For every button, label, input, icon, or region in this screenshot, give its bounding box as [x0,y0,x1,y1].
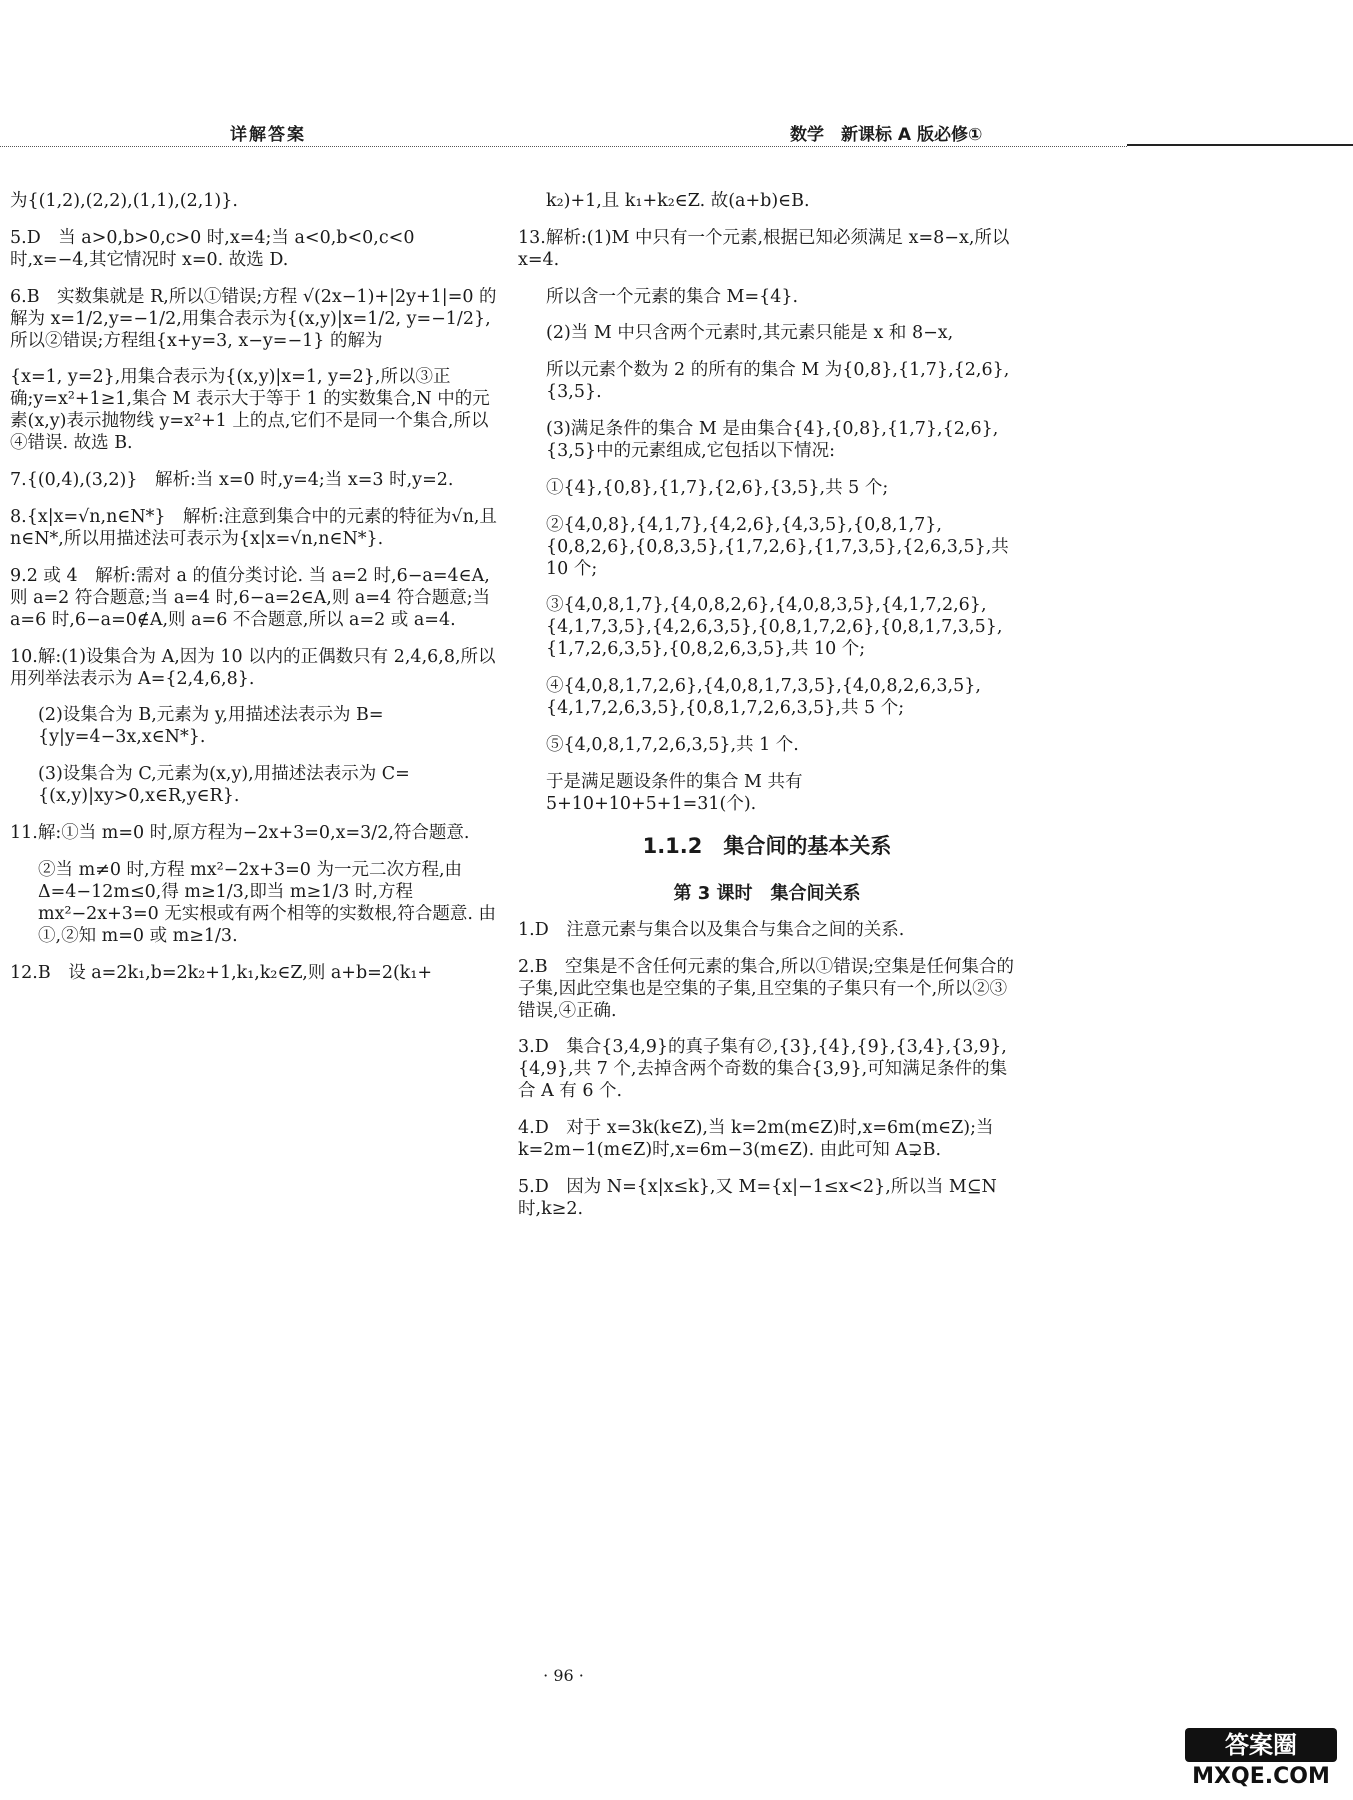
answer-paragraph: 3.D 集合{3,4,9}的真子集有∅,{3},{4},{9},{3,4},{3,9},{4,9},共 7 个,去掉含两个奇数的集合{3,9},可知满足条件的集合 A 有 6 个. [518,1037,1008,1102]
answer-paragraph: 所以元素个数为 2 的所有的集合 M 为{0,8},{1,7},{2,6},{3,5}. [546,360,1010,403]
answer-paragraph: 1.D 注意元素与集合以及集合与集合之间的关系. [518,919,905,940]
answer-paragraph: {x=1, y=2},用集合表示为{(x,y)|x=1, y=2},所以③正确;y=x²+1≥1,集合 M 表示大于等于 1 的实数集合,N 中的元素(x,y)表示抛物线 y=x²+1 上的点,它们不是同一个集合,所以④错误. 故选 B. [10,367,490,454]
answer-paragraph: ②{4,0,8},{4,1,7},{4,2,6},{4,3,5},{0,8,1,7},{0,8,2,6},{0,8,3,5},{1,7,2,6},{1,7,3,5},{2,6,3,5},共 10 个; [546,514,1009,579]
left-column [10,190,498,998]
answer-paragraph: ①{4},{0,8},{1,7},{2,6},{3,5},共 5 个; [546,477,889,498]
answer-paragraph: 11.解:①当 m=0 时,原方程为−2x+3=0,x=3/2,符合题意. [10,822,470,843]
answer-paragraph: (2)设集合为 B,元素为 y,用描述法表示为 B={y|y=4−3x,x∈N*}. [38,705,384,748]
answer-paragraph: 9.2 或 4 解析:需对 a 的值分类讨论. 当 a=2 时,6−a=4∈A,则 a=2 符合题意;当 a=4 时,6−a=2∈A,则 a=4 符合题意;当 a=6 时,6−a=0∉A,则 a=6 不合题意,所以 a=2 或 a=4. [10,565,491,630]
answer-paragraph: 13.解析:(1)M 中只有一个元素,根据已知必须满足 x=8−x,所以 x=4. [518,227,1010,270]
answer-paragraph: 4.D 对于 x=3k(k∈Z),当 k=2m(m∈Z)时,x=6m(m∈Z);当 k=2m−1(m∈Z)时,x=6m−3(m∈Z). 由此可知 A⊋B. [518,1118,994,1161]
answer-paragraph: 12.B 设 a=2k₁,b=2k₂+1,k₁,k₂∈Z,则 a+b=2(k₁+ [10,962,433,983]
answer-paragraph: k₂)+1,且 k₁+k₂∈Z. 故(a+b)∈B. [546,191,810,211]
answer-paragraph: 7.{(0,4),(3,2)} 解析:当 x=0 时,y=4;当 x=3 时,y=2. [10,470,454,491]
answer-paragraph: ②当 m≠0 时,方程 mx²−2x+3=0 为一元二次方程,由 Δ=4−12m≤0,得 m≥1/3,即当 m≥1/3 时,方程 mx²−2x+3=0 无实根或有两个相等的实数根,符合题意. 由①,②知 m=0 或 m≥1/3. [38,859,496,946]
answer-paragraph: 8.{x|x=√n,n∈N*} 解析:注意到集合中的元素的特征为√n,且 n∈N*,所以用描述法可表示为{x|x=√n,n∈N*}. [10,506,497,549]
watermark-logo [1185,1728,1337,1790]
answer-paragraph: 于是满足题设条件的集合 M 共有 5+10+10+5+1=31(个). [546,771,803,814]
answer-paragraph: 2.B 空集是不含任何元素的集合,所以①错误;空集是任何集合的子集,因此空集也是空集的子集,且空集的子集只有一个,所以②③错误,④正确. [518,956,1015,1021]
answer-paragraph: 5.D 当 a>0,b>0,c>0 时,x=4;当 a<0,b<0,c<0 时,x=−4,其它情况时 x=0. 故选 D. [10,227,415,270]
watermark-bottom-text: MXQE.COM [1192,1764,1330,1789]
answer-paragraph: (2)当 M 中只含两个元素时,其元素只能是 x 和 8−x, [546,323,954,344]
answer-paragraph: ⑤{4,0,8,1,7,2,6,3,5},共 1 个. [546,734,799,755]
answer-paragraph: (3)满足条件的集合 M 是由集合{4},{0,8},{1,7},{2,6},{3,5}中的元素组成,它包括以下情况: [546,418,999,461]
answer-paragraph: 6.B 实数集就是 R,所以①错误;方程 √(2x−1)+|2y+1|=0 的解为 x=1/2,y=−1/2,用集合表示为{(x,y)|x=1/2, y=−1/2},所以②错误;方程组{x+y=3, x−y=−1} 的解为 [10,286,497,351]
header-left-title: 详解答案 [230,125,306,145]
answer-paragraph: 5.D 因为 N={x|x≤k},又 M={x|−1≤x<2},所以当 M⊆N 时,k≥2. [518,1176,997,1219]
right-column [518,190,1016,1235]
page-header [0,0,1353,150]
answer-paragraph: (3)设集合为 C,元素为(x,y),用描述法表示为 C={(x,y)|xy>0,x∈R,y∈R}. [38,764,410,807]
page-number: · 96 · [543,1666,584,1685]
answer-paragraph: ④{4,0,8,1,7,2,6},{4,0,8,1,7,3,5},{4,0,8,2,6,3,5},{4,1,7,2,6,3,5},{0,8,1,7,2,6,3,5},共 5 个; [546,676,981,719]
answer-paragraph: ③{4,0,8,1,7},{4,0,8,2,6},{4,0,8,3,5},{4,1,7,2,6},{4,1,7,3,5},{4,2,6,3,5},{0,8,1,7,2,6},{0,8,1,7,3,5},{1,7,2,6,3,5},{0,8,2,6,3,5},共 10 个; [546,595,1003,660]
header-right-title: 数学 新课标 A 版必修① [790,125,983,145]
answer-paragraph: 为{(1,2),(2,2),(1,1),(2,1)}. [10,191,238,211]
header-rule-dotted [0,146,1127,147]
header-rule-solid [1127,144,1353,146]
lesson-subtitle: 第 3 课时 集合间关系 [673,882,861,904]
section-title: 1.1.2 集合间的基本关系 [642,833,892,858]
answer-paragraph: 10.解:(1)设集合为 A,因为 10 以内的正偶数只有 2,4,6,8,所以用列举法表示为 A={2,4,6,8}. [10,646,496,689]
watermark-top-text: 答案圈 [1185,1728,1337,1762]
answer-paragraph: 所以含一个元素的集合 M={4}. [546,286,799,307]
